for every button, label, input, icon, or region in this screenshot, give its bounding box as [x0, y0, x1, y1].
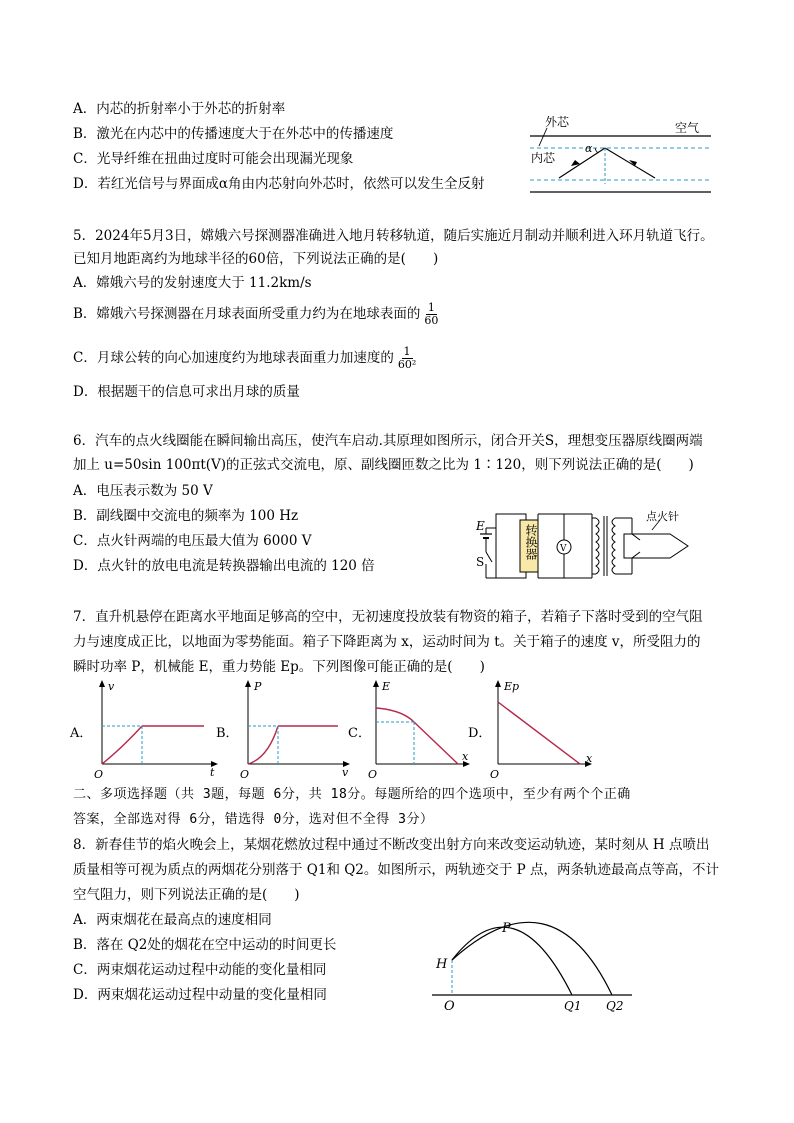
q5-option-c-text: C．月球公转的向心加速度约为地球表面重力加速度的: [73, 350, 394, 366]
graph-d-x-label: x: [586, 752, 593, 765]
graph-d-y-label: Ep: [504, 680, 520, 693]
q8-stem-line1: 8．新春佳节的焰火晚会上，某烟花燃放过程中通过不断改变出射方向来改变运动轨迹，某时刻从 H 点喷出: [73, 837, 710, 853]
q5-option-a: A．嫦娥六号的发射速度大于 11.2km/s: [73, 275, 312, 291]
q5-option-c: [73, 346, 418, 371]
q8-stem-line2: 质量相等可视为质点的两烟花分别落于 Q1和 Q2。如图所示，两轨迹交于 P 点，两条轨迹最高点等高，不计: [73, 862, 720, 878]
label-q1: Q1: [564, 999, 582, 1013]
q5-option-b: [73, 302, 440, 327]
section-2-heading-line1: 二、多项选择题（共 3题，每题 6分，共 18分。每题所给的四个选项中，至少有两个个正确: [73, 787, 631, 802]
fireworks-trajectory-figure: [430, 910, 640, 1015]
q6-option-d: D．点火针的放电电流是转换器输出电流的 120 倍: [73, 558, 375, 574]
label-spark-needle: 点火针: [646, 510, 679, 523]
q6-stem-line1: 6．汽车的点火线圈能在瞬间输出高压，使汽车启动.其原理如图所示，闭合开关S，理想变压器原线圈两端: [73, 433, 703, 449]
graph-b-label: B．: [216, 726, 239, 741]
converter-label: 转换器: [524, 524, 538, 560]
label-outer-cladding: 外芯: [545, 115, 570, 129]
q4-option-d: D．若红光信号与界面成α角由内芯射向外芯时，依然可以发生全反射: [73, 176, 485, 192]
graph-b: [238, 678, 358, 781]
graph-b-origin: O: [240, 768, 250, 781]
graph-c: [366, 678, 476, 781]
graph-a-origin: O: [94, 768, 104, 781]
fraction-1-60-squared: $\frac{1}{\text{60²}}$: [397, 345, 417, 371]
ignition-circuit-figure: [474, 508, 694, 588]
graph-c-y-label: E: [382, 680, 391, 693]
voltmeter-label: V: [560, 544, 567, 554]
q5-option-d: D．根据题干的信息可求出月球的质量: [73, 384, 300, 400]
graph-a-label: A．: [70, 726, 93, 741]
graph-b-x-label: v: [342, 766, 349, 779]
q8-option-d: D．两束烟花运动过程中动量的变化量相同: [73, 987, 327, 1003]
label-battery-e: E: [476, 519, 485, 533]
label-inner-core: 内芯: [531, 151, 556, 165]
q7-stem-line2: 力与速度成正比，以地面为零势能面。箱子下降距离为 x，运动时间为 t。关于箱子的速度 v，所受阻力的: [73, 634, 701, 650]
graph-c-origin: O: [368, 768, 378, 781]
q6-option-c: C．点火针两端的电压最大值为 6000 V: [73, 533, 312, 549]
label-alpha: α: [585, 142, 593, 155]
q5-stem-line2: 已知月地距离约为地球半径的60倍，下列说法正确的是( ): [73, 251, 439, 267]
q6-option-a: A．电压表示数为 50 V: [73, 483, 213, 499]
graph-a-y-label: v: [108, 680, 115, 693]
label-switch-s: S: [476, 555, 485, 569]
fiber-optic-figure: [525, 112, 715, 196]
graph-a: [92, 678, 222, 781]
q8-option-b: B．落在 Q2处的烟花在空中运动的时间更长: [73, 937, 337, 953]
q7-stem-line1: 7．直升机悬停在距离水平地面足够高的空中，无初速度投放装有物资的箱子，若箱子下落时受到的空气阻: [73, 609, 703, 625]
graph-c-x-label: x: [462, 750, 469, 763]
q6-stem-line2: 加上 u=50sin 100πt(V)的正弦式交流电，原、副线圈匝数之比为 1∶120，则下列说法正确的是( ): [73, 457, 694, 473]
label-air: 空气: [675, 121, 700, 135]
graph-c-label: C．: [348, 726, 371, 741]
graph-a-x-label: t: [210, 766, 215, 779]
q4-option-c: C．光导纤维在扭曲过度时可能会出现漏光现象: [73, 151, 354, 167]
label-o: O: [444, 999, 455, 1014]
graph-d: [488, 678, 600, 781]
section-2-heading-line2: 答案，全部选对得 6分，错选得 0分，选对但不全得 3分）: [73, 812, 434, 827]
q8-option-c: C．两束烟花运动过程中动能的变化量相同: [73, 962, 327, 978]
q4-option-a: A．内芯的折射率小于外芯的折射率: [73, 101, 286, 117]
q8-stem-line3: 空气阻力，则下列说法正确的是( ): [73, 887, 300, 903]
label-q2: Q2: [606, 999, 624, 1013]
q5-option-b-text: B．嫦娥六号探测器在月球表面所受重力约为在地球表面的: [73, 306, 421, 322]
q6-option-b: B．副线圈中交流电的频率为 100 Hz: [73, 508, 299, 524]
fraction-1-60: $\frac{1}{60}$: [424, 301, 439, 327]
q8-option-a: A．两束烟花在最高点的速度相同: [73, 912, 272, 928]
graph-d-origin: O: [490, 768, 500, 781]
graph-d-label: D．: [468, 726, 492, 741]
q7-stem-line3: 瞬时功率 P，机械能 E，重力势能 Ep。下列图像可能正确的是( ): [73, 659, 485, 675]
label-p: P: [502, 921, 511, 936]
label-h: H: [436, 957, 448, 972]
graph-b-y-label: P: [254, 680, 262, 693]
q5-stem-line1: 5．2024年5月3日，嫦娥六号探测器准确进入地月转移轨道，随后实施近月制动并顺利进入环月轨道飞行。: [73, 228, 714, 244]
q4-option-b: B．激光在内芯中的传播速度大于在外芯中的传播速度: [73, 126, 394, 142]
